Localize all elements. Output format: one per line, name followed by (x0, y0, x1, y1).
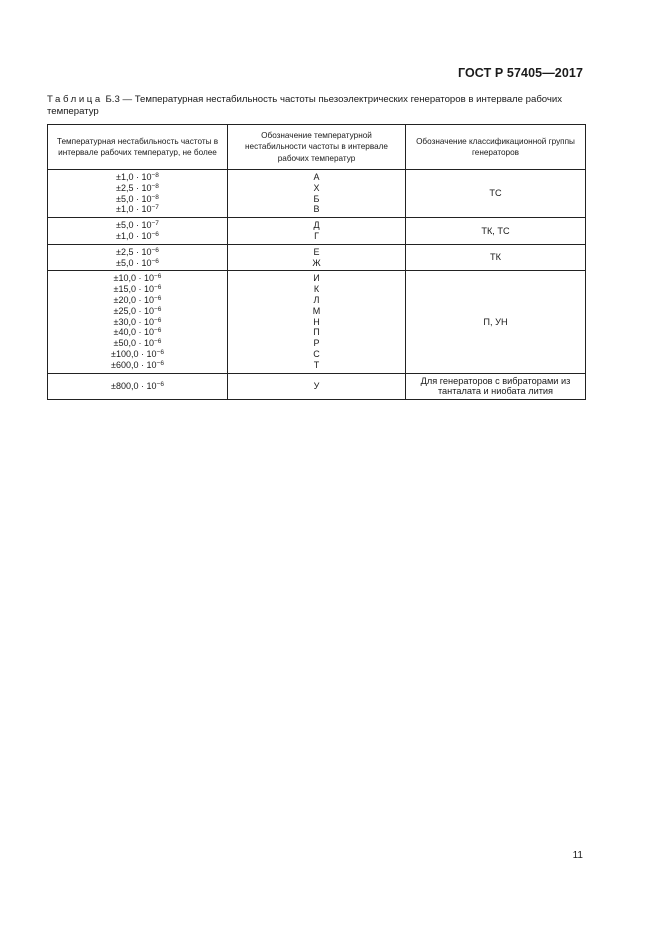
stability-value (48, 295, 227, 306)
stability-exponent: −6 (154, 327, 162, 335)
stability-value (48, 349, 227, 360)
stability-value (48, 317, 227, 328)
table-caption (47, 94, 587, 118)
stability-mantissa: ±15,0 · 10 (113, 284, 155, 295)
classification-group-cell: ТС (406, 170, 586, 218)
designation-code: С (313, 348, 320, 359)
stability-value (48, 183, 227, 194)
stability-mantissa: ±1,0 · 10 (116, 172, 152, 182)
stability-exponent: −6 (151, 230, 159, 238)
stability-value (48, 327, 227, 338)
table-body (48, 170, 586, 400)
table-row (48, 218, 586, 245)
stability-value (48, 204, 227, 215)
designation-code: Х (313, 182, 320, 193)
stability-value (48, 306, 227, 317)
stability-exponent: −6 (151, 257, 159, 265)
stability-exponent: −6 (154, 338, 162, 346)
stability-mantissa: ±2,5 · 10 (116, 246, 152, 257)
table-row (48, 271, 586, 373)
stability-exponent: −6 (156, 348, 164, 356)
designation-codes-cell (228, 373, 406, 400)
designation-code: П (313, 327, 320, 338)
page-number: 11 (572, 850, 583, 861)
stability-value (48, 338, 227, 349)
table-row (48, 373, 586, 400)
designation-code: А (313, 172, 320, 182)
designation-code: Р (313, 338, 320, 349)
stability-exponent: −8 (151, 182, 159, 190)
designation-code: И (313, 273, 320, 284)
stability-mantissa: ±1,0 · 10 (116, 230, 152, 241)
designation-codes-cell (228, 218, 406, 245)
stability-value (48, 247, 227, 258)
designation-code: Н (313, 316, 320, 327)
classification-group-cell: П, УН (406, 271, 586, 373)
table-caption-text: Б.3 — Температурная нестабильность частоты пьезоэлектрических генераторов в интервале рабочих температур (47, 94, 563, 117)
document-code: ГОСТ Р 57405—2017 (457, 66, 583, 80)
stability-value (48, 381, 227, 392)
classification-group-cell: ТК, ТС (406, 218, 586, 245)
stability-values-cell (48, 373, 228, 400)
stability-mantissa: ±600,0 · 10 (111, 359, 157, 370)
stability-mantissa: ±2,5 · 10 (116, 182, 152, 193)
stability-mantissa: ±5,0 · 10 (116, 220, 152, 231)
table-header-row (48, 125, 586, 170)
stability-exponent: −6 (154, 305, 162, 313)
stability-exponent: −7 (151, 204, 159, 212)
stability-exponent: −7 (151, 220, 159, 228)
stability-value (48, 220, 227, 231)
stability-value (48, 194, 227, 205)
stability-mantissa: ±25,0 · 10 (113, 305, 155, 316)
designation-code: Г (314, 230, 319, 241)
designation-code: У (313, 380, 320, 391)
stability-values-cell (48, 170, 228, 218)
stability-value (48, 231, 227, 242)
column-header-designation: Обозначение температурной нестабильности частоты в интервале рабочих температур (228, 125, 406, 170)
column-header-stability: Температурная нестабильность частоты в интервале рабочих температур, не более (48, 125, 228, 170)
stability-exponent: −6 (154, 294, 162, 302)
classification-group-cell: ТК (406, 244, 586, 271)
stability-mantissa: ±5,0 · 10 (116, 257, 152, 268)
designation-code: Ж (312, 257, 321, 268)
stability-exponent: −6 (154, 284, 162, 292)
stability-exponent: −6 (154, 273, 162, 281)
stability-exponent: −8 (151, 172, 159, 179)
designation-codes-cell (228, 170, 406, 218)
designation-code: М (312, 305, 321, 316)
stability-mantissa: ±40,0 · 10 (113, 327, 155, 338)
stability-exponent: −6 (151, 246, 159, 254)
designation-codes-cell (228, 271, 406, 373)
stability-mantissa: ±10,0 · 10 (113, 273, 155, 284)
designation-code: Т (313, 359, 320, 370)
stability-table (47, 124, 586, 400)
stability-mantissa: ±800,0 · 10 (111, 380, 157, 391)
stability-exponent: −6 (156, 380, 164, 388)
stability-value (48, 273, 227, 284)
stability-values-cell (48, 218, 228, 245)
designation-code: Е (313, 246, 320, 257)
stability-value (48, 172, 227, 183)
stability-mantissa: ±5,0 · 10 (116, 193, 152, 204)
stability-values-cell (48, 271, 228, 373)
table-caption-label: Таблица (47, 94, 103, 105)
stability-exponent: −8 (151, 193, 159, 201)
stability-exponent: −6 (154, 316, 162, 324)
table-row (48, 244, 586, 271)
classification-group-cell: Для генераторов с вибраторами из танталата и ниобата лития (406, 373, 586, 400)
designation-code: В (313, 204, 320, 215)
stability-mantissa: ±50,0 · 10 (113, 338, 155, 349)
stability-value (48, 284, 227, 295)
designation-code: Б (313, 193, 320, 204)
designation-code: Л (313, 294, 320, 305)
stability-mantissa: ±30,0 · 10 (113, 316, 155, 327)
stability-values-cell (48, 244, 228, 271)
column-header-group: Обозначение классификационной группы генераторов (406, 125, 586, 170)
table-row (48, 170, 586, 218)
stability-value (48, 360, 227, 371)
stability-mantissa: ±20,0 · 10 (113, 294, 155, 305)
stability-mantissa: ±1,0 · 10 (116, 204, 152, 215)
designation-codes-cell (228, 244, 406, 271)
designation-code: К (313, 284, 320, 295)
stability-exponent: −6 (156, 359, 164, 367)
stability-mantissa: ±100,0 · 10 (111, 348, 157, 359)
designation-code: Д (313, 220, 320, 231)
stability-value (48, 258, 227, 269)
